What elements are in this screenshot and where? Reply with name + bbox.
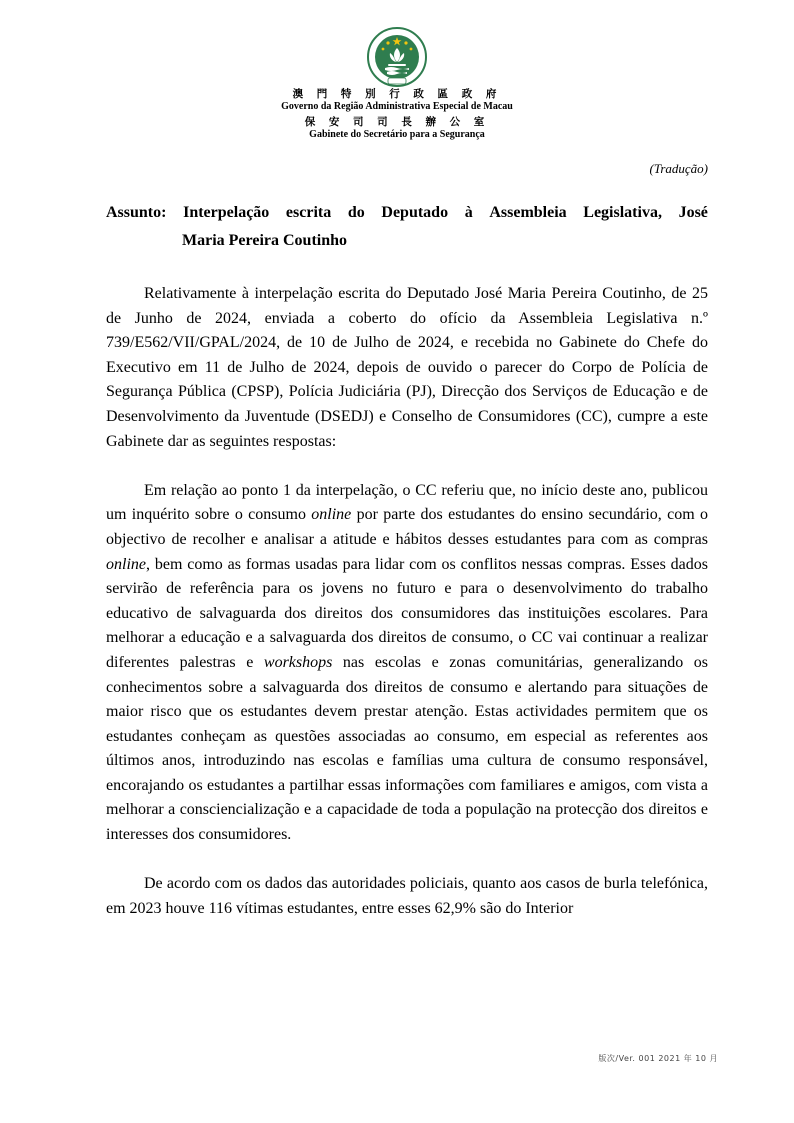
text-run: , bem como as formas usadas para lidar com os conflitos nessas compras. Esses dados servirão de referência para os jovens no futuro e para o desenvolvimento do trabalho educativo de salvaguarda dos direitos dos consumidores das instituições escolares. Para melhorar a educação e a salvaguarda dos direitos de consumo, o CC vai continuar a realizar diferentes palestras e xyxy=(106,555,708,671)
letter-body xyxy=(106,282,708,946)
text-run: Em relação ao ponto 1 da interpelação, o CC referiu que, no início deste ano, publicou um inquérito sobre o consumo xyxy=(106,481,708,524)
subject-block xyxy=(106,199,708,255)
office-name-pt: Gabinete do Secretário para a Segurança xyxy=(309,129,485,140)
subject-label: Assunto: xyxy=(106,204,167,221)
subject-line-2: Maria Pereira Coutinho xyxy=(182,232,348,249)
translation-note: (Tradução) xyxy=(649,161,708,176)
text-run: por parte dos estudantes do ensino secundário, com o objectivo de recolher e analisar a atitude e hábitos desses estudantes para com as compras xyxy=(106,506,708,548)
org-name-zh: 澳 門 特 別 行 政 區 政 府 xyxy=(292,88,502,100)
subject-word: José xyxy=(678,204,708,221)
text-run: Relativamente à interpelação escrita do Deputado José Maria Pereira Coutinho, de 25 de Junho de 2024, enviada a coberto do ofício da Assembleia Legislativa n.º 739/E562/VII/GPAL/2024, de 10 de Julho de 2024, e recebida no Gabinete do Chefe do Executivo em 11 de Julho de 2024, depois de ouvido o parecer do Corpo de Polícia de Segurança Pública (CPSP), Polícia Judiciária (PJ), Direcção dos Serviços de Educação e de Desenvolvimento da Juventude (DSEDJ) e Conselho de Consumidores (CC), cumpre a este Gabinete dar as seguintes respostas: xyxy=(106,285,708,450)
text-run: De acordo com os dados das autoridades policiais, quanto aos casos de burla telefónica, em 2023 houve 116 vítimas estudantes, entre esses 62,9% são do Interior xyxy=(106,875,708,917)
body-paragraph xyxy=(106,872,708,921)
italic-term: online xyxy=(311,506,352,524)
version-footer: 版次/Ver. 001 2021 年 10 月 xyxy=(598,1054,718,1063)
subject-word: do xyxy=(347,204,365,221)
body-paragraph xyxy=(106,479,708,848)
letterhead xyxy=(0,26,794,141)
subject-word: escrita xyxy=(285,204,332,221)
subject-word: Legislativa, xyxy=(583,204,662,221)
macau-emblem-icon xyxy=(366,26,428,88)
body-paragraph xyxy=(106,282,708,454)
subject-word: Assembleia xyxy=(489,204,567,221)
italic-term: workshops xyxy=(263,653,333,671)
office-name-zh: 保 安 司 司 長 辦 公 室 xyxy=(304,116,490,128)
org-name-pt: Governo da Região Administrativa Especial de Macau xyxy=(281,101,513,112)
subject-line-1 xyxy=(106,199,708,227)
italic-term: online xyxy=(106,555,146,573)
text-run: nas escolas e zonas comunitárias, generalizando os conhecimentos sobre a salvaguarda dos direitos de consumo e alertando para situações de maior risco que os estudantes devem prestar atenção. Estas actividades permitem que os estudantes conheçam as questões associadas ao consumo, em especial as referentes aos últimos anos, introduzindo nas escolas e famílias uma cultura de consumo responsável, encorajando os estudantes a partilhar essas informações com familiares e amigos, com vista a melhorar a consciencialização e a capacidade de toda a população na protecção dos direitos e interesses dos consumidores. xyxy=(106,653,709,844)
subject-word: Interpelação xyxy=(183,204,270,221)
subject-word: Deputado xyxy=(381,204,449,221)
subject-word: à xyxy=(464,204,473,221)
